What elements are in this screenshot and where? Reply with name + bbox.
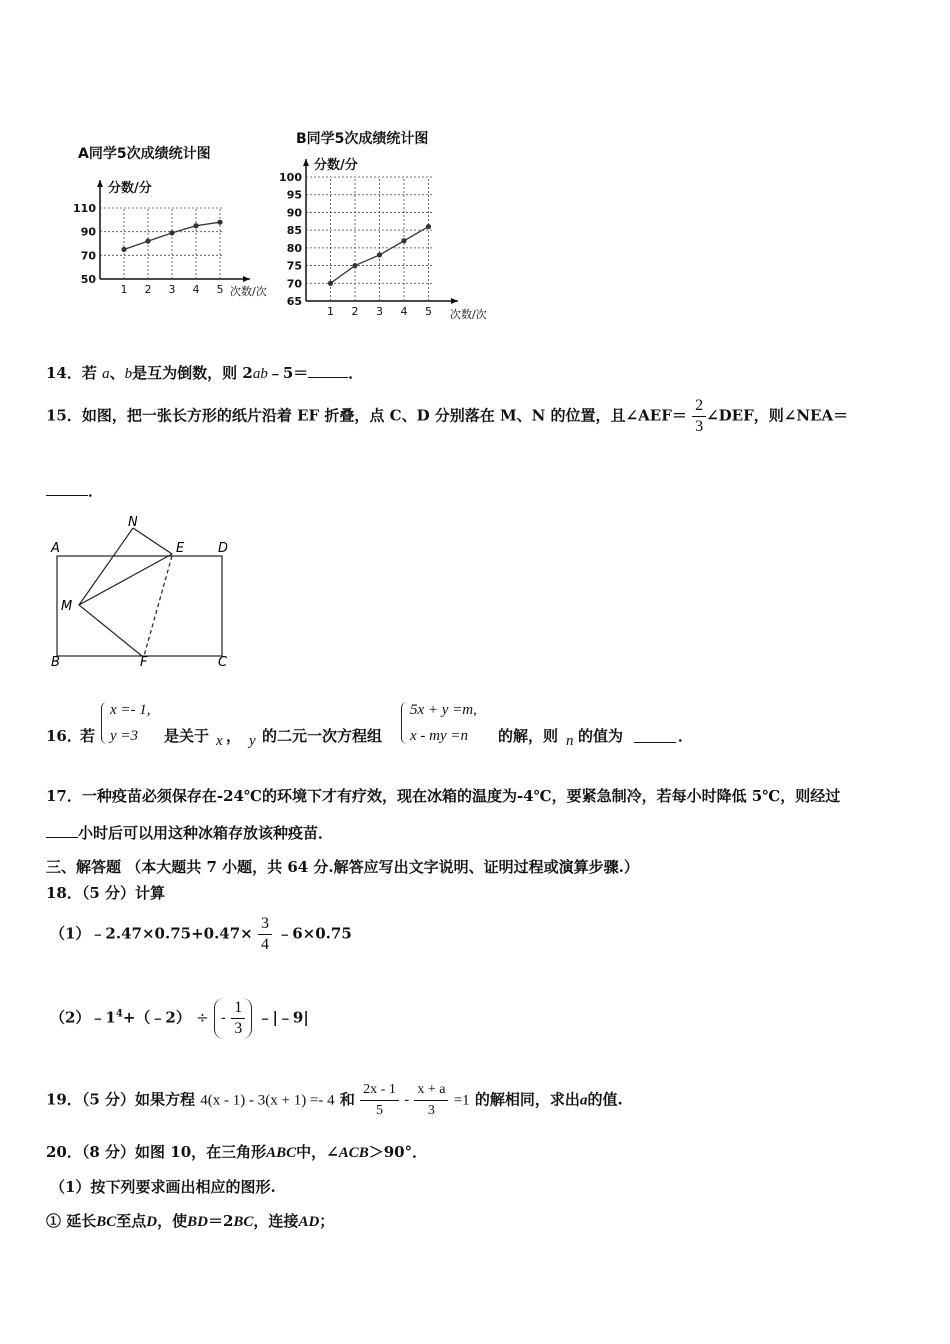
- x-tick-3: 3: [376, 305, 383, 318]
- x-tick-5: 5: [425, 305, 432, 318]
- x-tick-3: 3: [168, 283, 176, 296]
- data-point-1: [121, 247, 126, 252]
- question-17-line1: 17．一种疫苗必须保存在-24℃的环境下才有疗效，现在冰箱的温度为-4℃，要紧急制冷，若每小时降低 5℃，则经过: [46, 787, 841, 805]
- chart-b-xlabel: 次数/次: [450, 308, 487, 321]
- data-point-4: [401, 238, 406, 243]
- y-tick-70: 70: [80, 249, 96, 263]
- question-20-step1: ① 延长BC至点D，使BD＝2BC，连接AD；: [46, 1212, 335, 1230]
- data-point-5: [217, 220, 222, 225]
- x-axis-arrow: [243, 276, 250, 282]
- chart-b-ylabel: 分数/分: [314, 158, 358, 173]
- x-axis-arrow: [451, 298, 458, 304]
- question-19: 19．（5 分）如果方程 4(x - 1) - 3(x + 1) =- 4 和 $\frac{2x - 1}{5}$ - $\frac{x + a}{3}$ =1 的解相同，求出a的值.: [46, 1080, 623, 1121]
- data-point-2: [352, 263, 357, 268]
- label-m: M: [61, 599, 73, 614]
- data-point-5: [426, 224, 431, 229]
- answer-blank-14[interactable]: [308, 377, 348, 378]
- answer-blank-17[interactable]: [46, 837, 78, 838]
- y-tick-90: 90: [80, 225, 96, 239]
- y-axis-arrow: [97, 180, 103, 187]
- y-tick-110: 110: [73, 202, 96, 215]
- label-d: D: [218, 541, 229, 556]
- question-18-heading: 18．（5 分）计算: [46, 884, 166, 902]
- chart-a: [70, 138, 267, 300]
- fraction-2-3: $\frac{2}{3}$: [692, 396, 706, 437]
- question-18-part1: （1）﹣2.47×0.75+0.47× $\frac{3}{4}$ ﹣6×0.75: [50, 915, 352, 953]
- fraction-2x-1-over-5: $\frac{2x - 1}{5}$: [360, 1080, 399, 1121]
- chart-a-ylabel: 分数/分: [108, 181, 152, 196]
- data-point-3: [169, 230, 174, 235]
- y-tick-80: 80: [286, 241, 302, 255]
- label-f: F: [140, 655, 148, 670]
- x-tick-2: 2: [351, 305, 359, 318]
- label-a: A: [51, 541, 60, 556]
- answer-blank-15[interactable]: [46, 495, 88, 496]
- folded-flap-side: [79, 528, 133, 605]
- folded-flap: [79, 528, 172, 656]
- question-15: 15．如图，把一张长方形的纸片沿着 EF 折叠，点 C、D 分别落在 M、N 的位置，且∠AEF＝ $\frac{2}{3}$ ∠DEF，则∠NEA＝: [46, 397, 849, 435]
- chart-a-title: A同学5次成绩统计图: [78, 146, 211, 162]
- rectangle-abcd: [57, 556, 222, 656]
- y-axis-arrow: [303, 159, 309, 166]
- x-tick-2: 2: [144, 283, 152, 296]
- question-20-sub1: （1）按下列要求画出相应的图形.: [50, 1178, 276, 1196]
- paren-expression: - $\frac{1}{3}$: [214, 998, 252, 1039]
- x-tick-4: 4: [192, 283, 200, 296]
- answer-blank-16[interactable]: [634, 726, 676, 743]
- data-point-1: [328, 281, 333, 286]
- fraction-3-4: $\frac{3}{4}$: [258, 914, 272, 955]
- data-point-2: [145, 239, 150, 244]
- x-tick-4: 4: [400, 305, 408, 318]
- y-tick-90: 90: [286, 206, 302, 220]
- label-b: B: [51, 655, 60, 670]
- y-tick-100: 100: [279, 171, 302, 184]
- figure-15-fold: [45, 512, 245, 670]
- x-tick-1: 1: [120, 283, 128, 296]
- question-14: 14．若 a、b是互为倒数，则 2ab﹣5＝ ．: [46, 364, 364, 382]
- solution-brace: [101, 702, 108, 744]
- question-18-part2: $(2)﹣1^4+(﹣2)$ ÷ - $\frac{1}{3}$ ﹣|﹣9|: [50, 999, 309, 1037]
- question-15-answer: ．: [46, 480, 103, 501]
- y-tick-70: 70: [286, 277, 302, 291]
- label-c: C: [218, 655, 228, 670]
- x-tick-1: 1: [327, 305, 334, 318]
- chart-a-xlabel: 次数/次: [230, 285, 267, 298]
- fraction-x-plus-a-over-3: $\frac{x + a}{3}$: [414, 1080, 448, 1121]
- label-n: N: [128, 515, 138, 530]
- data-point-3: [377, 252, 382, 257]
- question-20-heading: 20．（8 分）如图 10，在三角形ABC中，∠ACB＞90°．: [46, 1143, 428, 1161]
- data-point-4: [193, 223, 198, 228]
- label-e: E: [176, 541, 185, 556]
- chart-b: [278, 125, 508, 325]
- section-3-heading: 三、解答题 （本大题共 7 小题，共 64 分.解答应写出文字说明、证明过程或演算步骤.）: [46, 858, 639, 876]
- question-17-line2: 小时后可以用这种冰箱存放该种疫苗．: [46, 822, 333, 843]
- y-tick-95: 95: [286, 188, 302, 202]
- x-tick-5: 5: [216, 283, 224, 296]
- system-brace: [401, 702, 408, 744]
- fold-line-ef: [144, 556, 172, 656]
- chart-b-title: B同学5次成绩统计图: [296, 131, 429, 147]
- y-tick-50: 50: [80, 273, 96, 286]
- y-tick-65: 65: [286, 295, 302, 308]
- y-tick-75: 75: [286, 259, 302, 273]
- fraction-1-3: $\frac{1}{3}$: [231, 998, 245, 1039]
- y-tick-85: 85: [286, 224, 302, 238]
